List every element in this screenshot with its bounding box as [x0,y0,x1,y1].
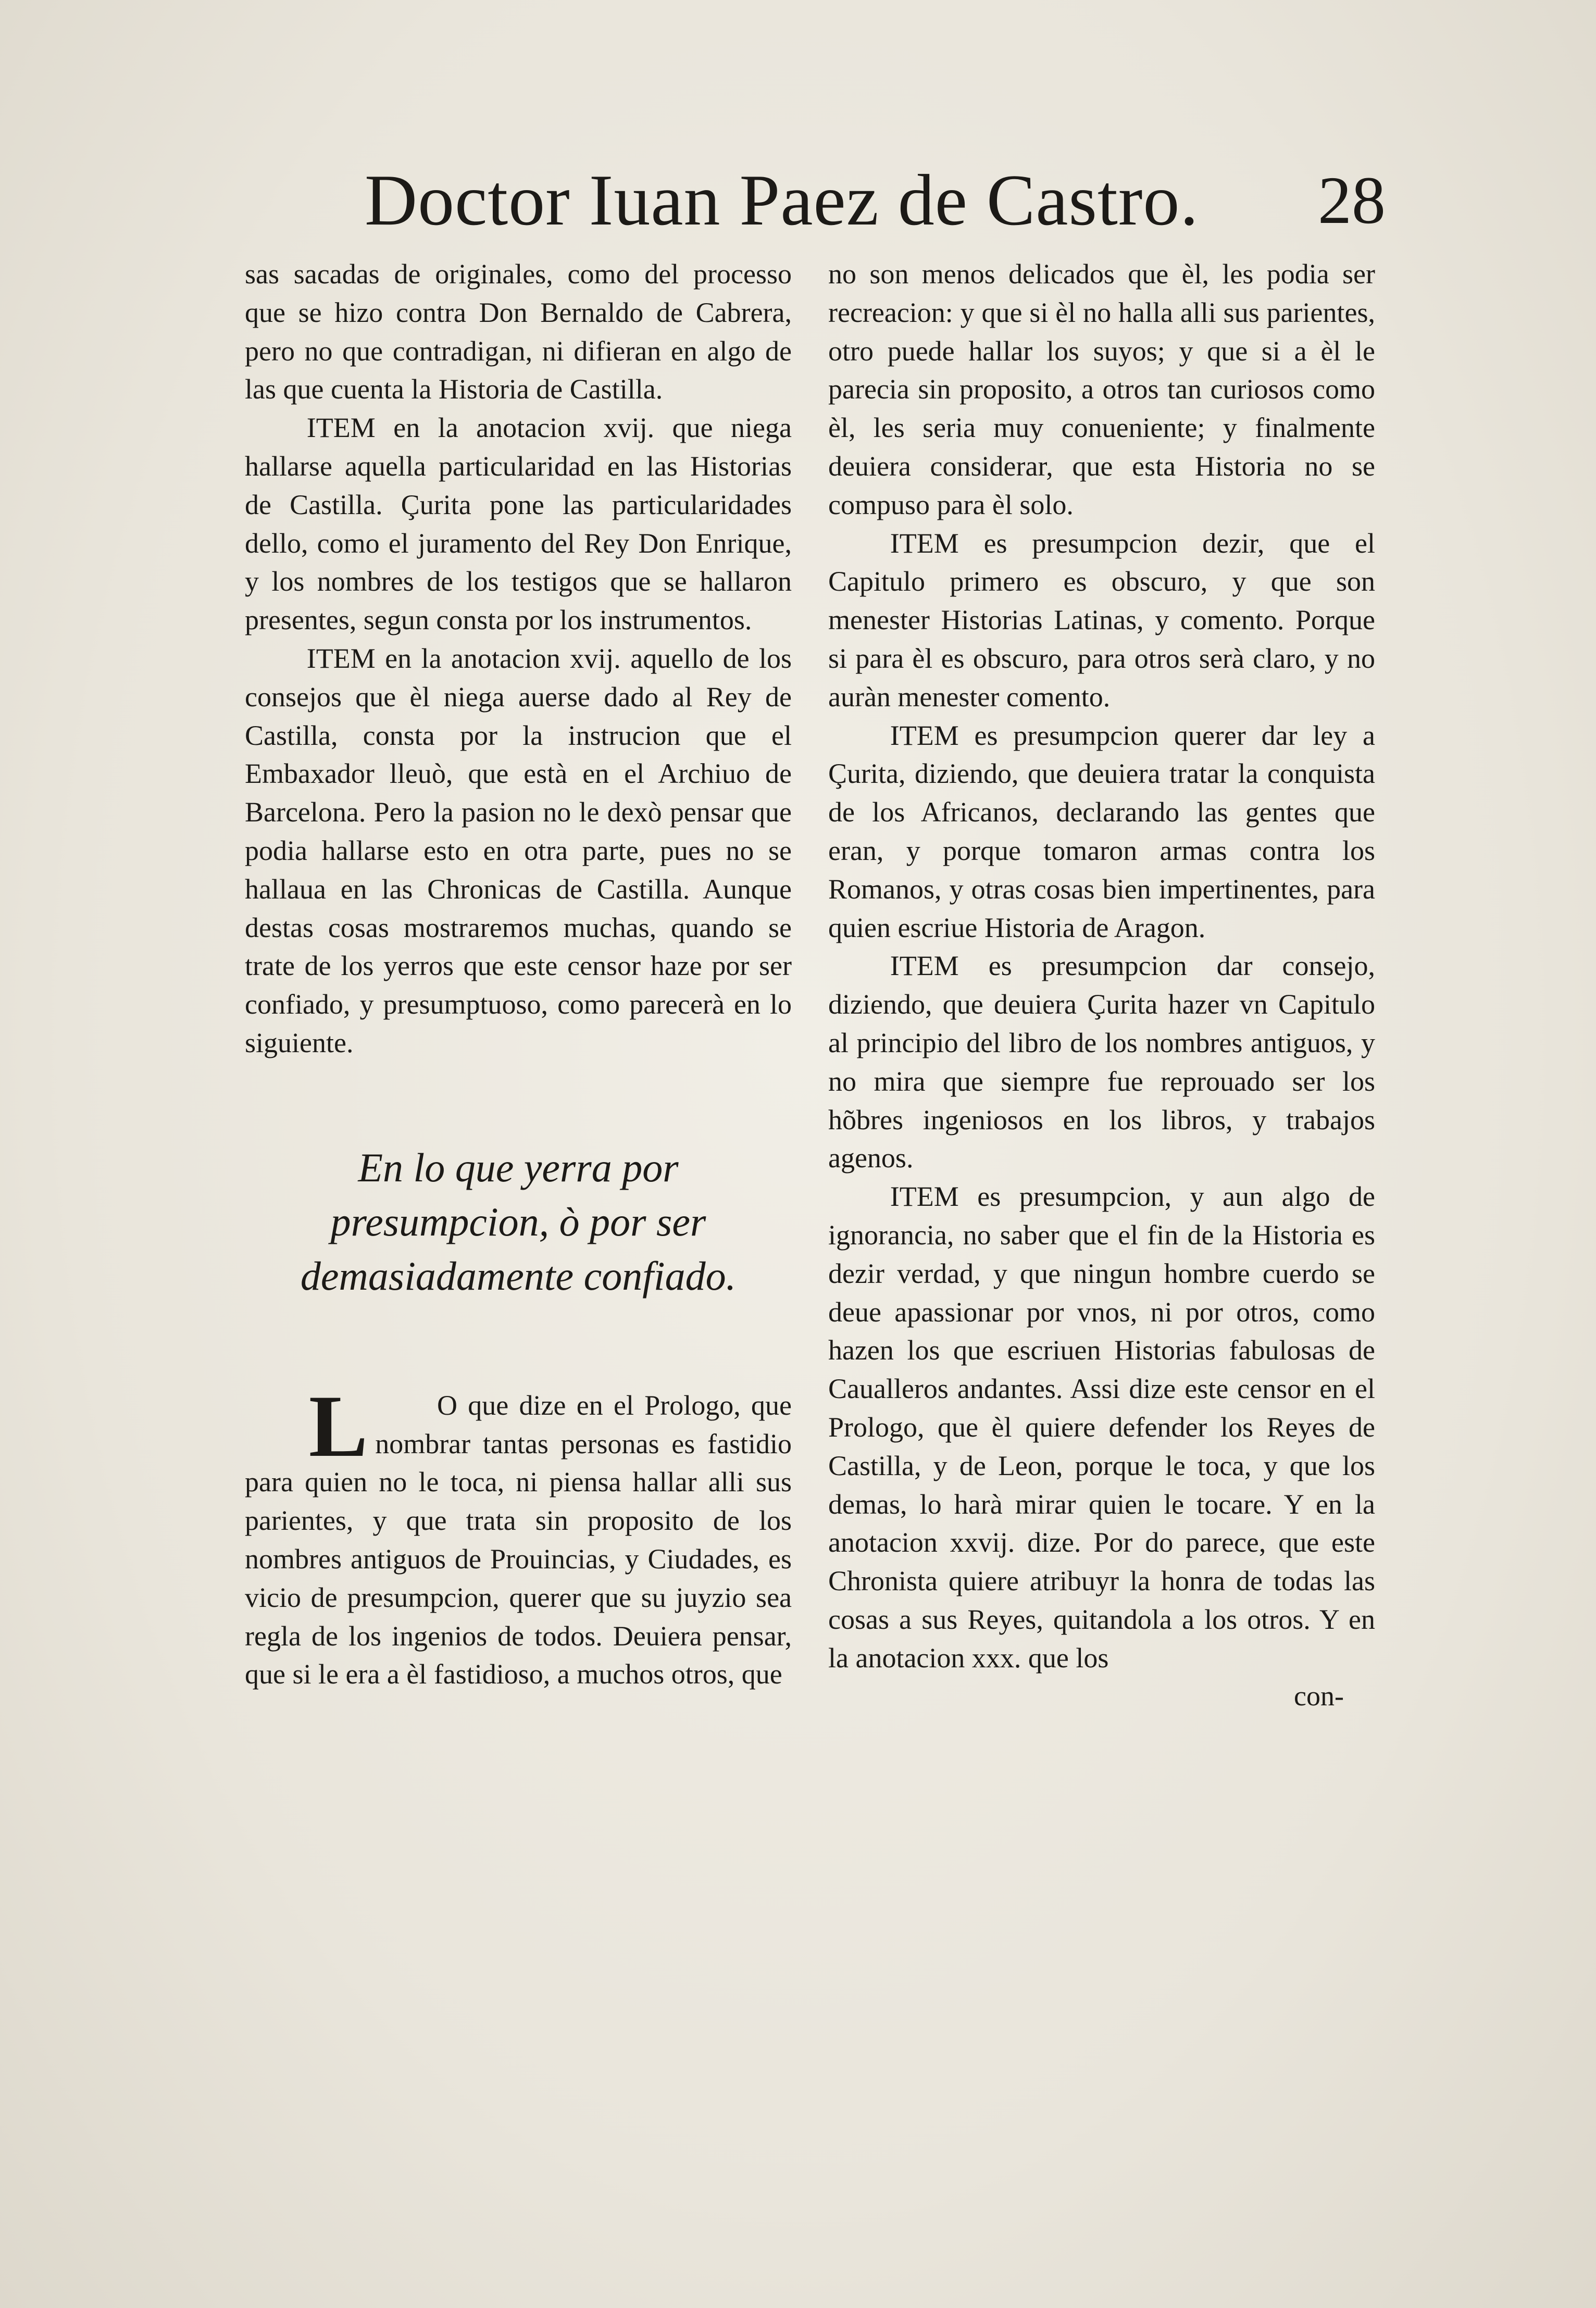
paragraph: ITEM es presumpcion dezir, que el Capitulo primero es obscuro, y que son menester Historias Latinas, y comento. Porque si para èl es obscuro, para otros serà claro, y no auràn menester comento. [828,527,1375,713]
left-column [245,255,792,2063]
paragraph: ITEM es presumpcion, y aun algo de ignorancia, no saber que el fin de la Historia es dezir verdad, y que ningun hombre cuerdo se deue apassionar por vnos, ni por otros, como hazen los que escriuen Historias fabulosas de Caualleros andantes. Assi dize este censor en el Prologo, que èl quiere defender los Reyes de Castilla, y de Leon, porque le toca, y que los demas, lo harà mirar quien le tocare. Y en la anotacion xxvij. dize. Por do parece, que este Chronista quiere atribuyr la honra de todas las cosas a sus Reyes, quitandola a los otros. Y en la anotacion xxx. que los [828,1181,1375,1674]
section-heading: En lo que yerra por presumpcion, ò por ser demasiadamente confiado. [300,1144,737,1299]
right-column [828,255,1375,2063]
paragraph: ITEM en la anotacion xvij. aquello de los consejos que èl niega auerse dado al Rey de Castilla, consta por la instrucion que el Embaxador lleuò, que està en el Archiuo de Barcelona. Pero la pasion no le dexò pensar que podia hallarse esto en otra parte, pues no se hallaua en las Chronicas de Castilla. Aunque destas cosas mostraremos muchas, quando se trate de los yerros que este censor haze por ser confiado, y presumptuoso, como parecerà en lo siguiente. [245,642,792,1058]
dropcap-paragraph-text: O que dize en el Prologo, que nombrar tantas personas es fastidio para quien no le toca, ni piensa hallar alli sus parientes, y que trata sin proposito de los nombres antiguos de Prouincias, y Ciudades, es vicio de presumpcion, querer que su juyzio sea regla de los ingenios de todos. Deuiera pensar, que si le era a èl fastidioso, a muchos otros, que [245,1389,792,1690]
dropcap-letter: L [308,1377,368,1475]
running-title: Doctor Iuan Paez de Castro. [365,160,1199,241]
catchword: con- [1294,1680,1344,1712]
page-number: 28 [1318,163,1386,238]
dropcap-paragraph [245,1377,792,1694]
paragraph: ITEM en la anotacion xvij. que niega hallarse aquella particularidad en las Historias de Castilla. Çurita pone las particularidades dello, como el juramento del Rey Don Enrique, y los nombres de los testigos que se hallaron presentes, segun consta por los instrumentos. [245,412,792,636]
spacer [245,1063,792,1141]
paragraph: ITEM es presumpcion dar consejo, diziendo, que deuiera Çurita hazer vn Capitulo al principio del libro de los nombres antiguos, y no mira que siempre fue reprouado ser los hõbres ingeniosos en los libros, y trabajos agenos. [828,950,1375,1174]
spacer [245,1303,792,1387]
paragraph: sas sacadas de originales, como del processo que se hizo contra Don Bernaldo de Cabrera, pero no que contradigan, ni difieran en algo de las que cuenta la Historia de Castilla. [245,258,792,405]
page-header [365,156,1406,245]
paragraph: no son menos delicados que èl, les podia ser recreacion: y que si èl no halla alli sus parientes, otro puede hallar los suyos; y que si a èl le parecia sin proposito, a otros tan curiosos como èl, les seria muy conueniente; y finalmente deuiera considerar, que esta Historia no se compuso para èl solo. [828,258,1375,520]
paragraph: ITEM es presumpcion querer dar ley a Çurita, diziendo, que deuiera tratar la conquista de los Africanos, declarando las gentes que eran, y porque tomaron armas contra los Romanos, y otras cosas bien impertinentes, para quien escriue Historia de Aragon. [828,719,1375,943]
